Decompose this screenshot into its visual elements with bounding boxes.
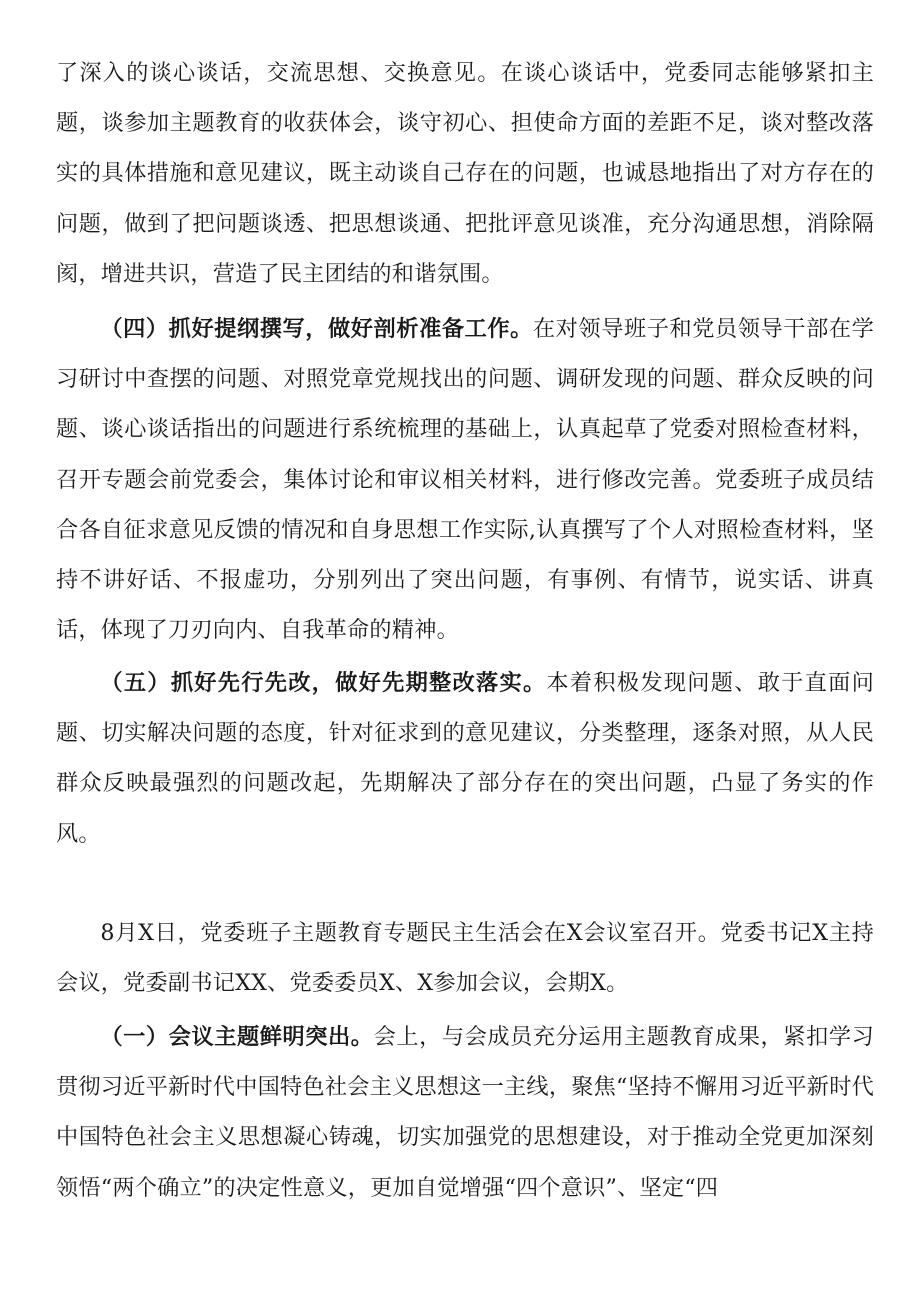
paragraph-bold-lead: （四）抓好提纲撰写，做好剖析准备工作。 (100, 316, 533, 342)
paragraph-text: 8月X日，党委班子主题教育专题民主生活会在X会议室召开。党委书记X主持会议，党委副书记XX、党委委员X、X参加会议，会期X。 (56, 920, 874, 997)
paragraph-meeting-theme (56, 1012, 874, 1213)
paragraph-bold-lead: （五）抓好先行先改，做好先期整改落实。 (100, 670, 547, 696)
paragraph-text: 本着积极发现问题、敢于直面问题、切实解决问题的态度，针对征求到的意见建议，分类整理，逐条对照，从人民群众反映最强烈的问题改起，先期解决了部分存在的突出问题，凸显了务实的作风。 (56, 670, 874, 847)
paragraph-text: 会上，与会成员充分运用主题教育成果，紧扣学习贯彻习近平新时代中国特色社会主义思想这一主线，聚焦“坚持不懈用习近平新时代中国特色社会主义思想凝心铸魂，切实加强党的思想建设，对于推动全党更加深刻领悟“两个确立”的决定性意义，更加自觉增强“四个意识”、坚定“四 (56, 1024, 874, 1201)
paragraph-heart-to-heart-talks (56, 48, 874, 299)
paragraph-meeting-info (56, 908, 874, 1008)
paragraph-early-rectification (56, 658, 874, 859)
paragraph-bold-lead: （一）会议主题鲜明突出。 (100, 1024, 374, 1050)
paragraph-outline-writing (56, 304, 874, 655)
paragraph-text: 了深入的谈心谈话，交流思想、交换意见。在谈心谈话中，党委同志能够紧扣主题，谈参加主题教育的收获体会，谈守初心、担使命方面的差距不足，谈对整改落实的具体措施和意见建议，既主动谈自己存在的问题，也诚恳地指出了对方存在的问题，做到了把问题谈透、把思想谈通、把批评意见谈准，充分沟通思想，消除隔阂，增进共识，营造了民主团结的和谐氛围。 (56, 60, 874, 287)
paragraph-text: 在对领导班子和党员领导干部在学习研讨中查摆的问题、对照党章党规找出的问题、调研发现的问题、群众反映的问题、谈心谈话指出的问题进行系统梳理的基础上，认真起草了党委对照检查材料，召开专题会前党委会，集体讨论和审议相关材料，进行修改完善。党委班子成员结合各自征求意见反馈的情况和自身思想工作实际,认真撰写了个人对照检查材料，坚持不讲好话、不报虚功，分别列出了突出问题，有事例、有情节，说实话、讲真话，体现了刀刃向内、自我革命的精神。 (56, 316, 874, 644)
